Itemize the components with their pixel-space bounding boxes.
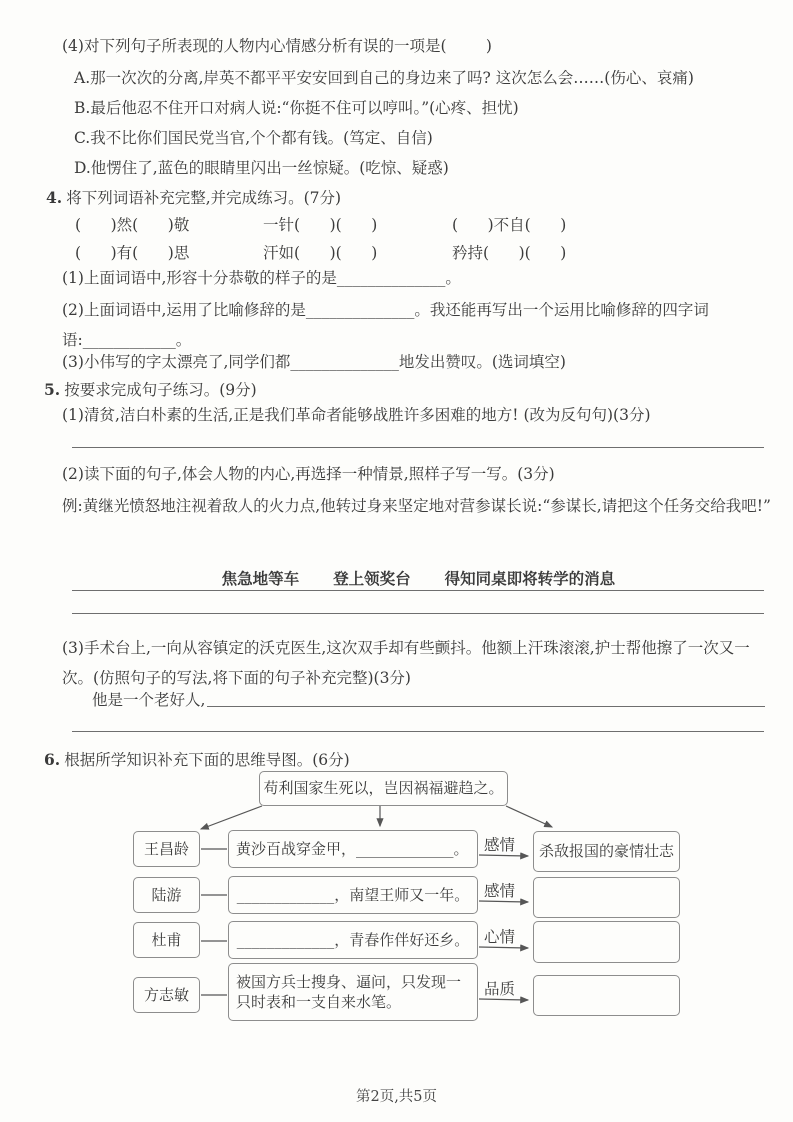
answer-line <box>72 731 764 732</box>
question-4-title <box>46 188 341 208</box>
scenario-3: 得知同桌即将转学的消息 <box>444 569 616 589</box>
inline-answer-line <box>207 706 765 707</box>
page-footer: 第2页,共5页 <box>355 1089 438 1105</box>
relation-label-3: 心情 <box>484 928 516 946</box>
relation-label-2: 感情 <box>484 882 516 900</box>
author-box-wangchangling: 王昌龄 <box>133 831 200 867</box>
question-4-sub3: (3)小伟写的字太漂亮了,同学们都______________地发出赞叹。(选词填空) <box>62 353 566 371</box>
word-blank-r2c1: ( )有( )思 <box>75 244 190 262</box>
question-5-number: 5. <box>44 380 61 399</box>
question-5-sub2: (2)读下面的句子,体会人物的内心,再选择一种情景,照样子写一写。(3分) <box>62 465 555 483</box>
relation-label-1: 感情 <box>484 836 516 854</box>
poem-box-1: 黄沙百战穿金甲，_____________。 <box>228 830 478 868</box>
answer-line <box>72 447 764 448</box>
poem-box-2: _____________，南望王师又一年。 <box>228 876 478 914</box>
sentence-completion-row <box>92 688 765 710</box>
scenario-1: 焦急地等车 <box>221 569 300 589</box>
question-6-title-text: 根据所学知识补充下面的思维导图。(6分) <box>64 751 350 769</box>
scenario-2: 登上领奖台 <box>333 569 411 589</box>
author-box-luyou: 陆游 <box>133 877 200 913</box>
poem-box-3: _____________，青春作伴好还乡。 <box>228 921 478 959</box>
option-c: C.我不比你们国民党当官,个个都有钱。(笃定、自信) <box>74 129 433 147</box>
question-sub4-stem: (4)对下列句子所表现的人物内心情感分析有误的一项是( ) <box>62 37 492 55</box>
author-box-fangzhimin: 方志敏 <box>133 977 200 1013</box>
option-b: B.最后他忍不住开口对病人说:“你挺不住可以哼叫。”(心疼、担忧) <box>74 99 519 117</box>
question-5-sub3: (3)手术台上,一向从容镇定的沃克医生,这次双手却有些颤抖。他额上汗珠滚滚,护士帮他擦了一次又一次。(仿照句子的写法,将下面的句子补充完整)(3分) <box>62 639 750 687</box>
option-d: D.他愣住了,蓝色的眼睛里闪出一丝惊疑。(吃惊、疑惑) <box>74 159 449 177</box>
answer-line <box>72 613 764 614</box>
word-blank-r1c2: 一针( )( ) <box>263 216 378 234</box>
word-blank-r2c2: 汗如( )( ) <box>263 244 378 262</box>
result-box-4 <box>533 975 680 1016</box>
question-6-number: 6. <box>44 750 61 769</box>
question-4-sub1: (1)上面词语中,形容十分恭敬的样子的是______________。 <box>62 269 461 287</box>
question-4-sub2: (2)上面词语中,运用了比喻修辞的是______________。我还能再写出一个运用比喻修辞的四字词语:____________。 <box>62 301 709 349</box>
relation-label-4: 品质 <box>484 980 516 998</box>
question-4-number: 4. <box>46 188 63 207</box>
answer-line <box>72 590 764 591</box>
word-blank-r1c1: ( )然( )敬 <box>75 216 190 234</box>
option-a: A.那一次次的分离,岸英不都平平安安回到自己的身边来了吗? 这次怎么会……(伤心、哀痛) <box>74 69 694 87</box>
mindmap-root-box: 苟利国家生死以，岂因祸福避趋之。 <box>259 771 508 806</box>
poem-box-4: 被国方兵士搜身、逼问，只发现一只时表和一支自来水笔。 <box>228 963 478 1021</box>
author-box-dufu: 杜甫 <box>133 922 200 958</box>
sentence-prompt: 他是一个老好人, <box>92 691 206 709</box>
question-5-title <box>44 380 257 400</box>
word-blank-r1c3: ( )不自( ) <box>452 216 567 234</box>
question-5-title-text: 按要求完成句子练习。(9分) <box>64 381 257 399</box>
result-box-2 <box>533 877 680 918</box>
question-4-title-text: 将下列词语补充完整,并完成练习。(7分) <box>66 189 342 207</box>
result-box-3 <box>533 921 680 963</box>
question-5-sub1: (1)清贫,洁白朴素的生活,正是我们革命者能够战胜许多困难的地方! (改为反句句)(3分) <box>62 406 651 424</box>
result-box-1: 杀敌报国的豪情壮志 <box>533 831 680 872</box>
word-blank-r2c3: 矜持( )( ) <box>452 244 567 262</box>
question-5-example: 例:黄继光愤怒地注视着敌人的火力点,他转过身来坚定地对营参谋长说:“参谋长,请把这个任务交给我吧!” <box>62 497 771 515</box>
question-6-title <box>44 750 350 770</box>
scenario-options <box>200 549 649 609</box>
